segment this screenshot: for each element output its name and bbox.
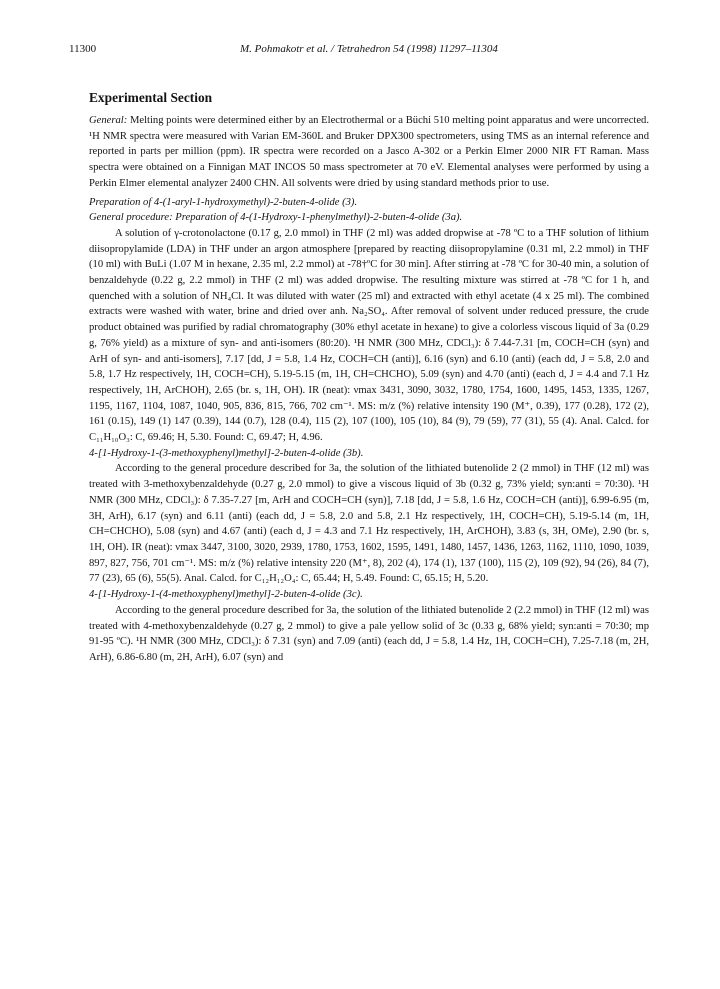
subheading-general-procedure: General procedure: Preparation of 4-(1-Hydroxy-1-phenylmethyl)-2-buten-4-olide (3a). — [89, 212, 463, 224]
paragraph-3c: According to the general procedure described for 3a, the solution of the lithiated butenolide 2 (2.2 mmol) in THF (12 ml) was treated with 4-methoxybenzaldehyde (0.27 g, 2 mmol) to give a pale yellow solid of 3c (0.33 g, 68% yield; syn:anti = 70:30; mp 91-95 ºC). ¹H NMR (300 MHz, CDCl₃): δ 7.31 (syn) and 7.09 (anti) (each dd, J = 5.8, 1.4 Hz, 1H, COCH=CH), 7.25-7.18 (m, 2H, ArH), 6.86-6.80 (m, 2H, ArH), 6.07 (syn) and — [89, 604, 649, 663]
page-number: 11300 — [69, 43, 97, 55]
section-title: Experimental Section — [89, 90, 213, 105]
subheading-3b: 4-[1-Hydroxy-1-(3-methoxyphenyl)methyl]-2-buten-4-olide (3b). — [89, 447, 364, 459]
general-text: Melting points were determined either by an Electrothermal or a Büchi 510 melting point apparatus and were uncorrected. ¹H NMR spectra were measured with Varian EM-360L and Bruker DPX300 spectrometers, using TMS as an internal reference and reported in parts per million (ppm). IR spectra were recorded on a Jasco A-302 or a Perkin Elmer 2000 NIR FT Raman. Mass spectra were obtained on a Finnigan MAT INCOS 50 mass spectrometer at 70 eV. Elemental analyses were performed by using a Perkin Elmer elemental analyzer 2400 CHN. All solvents were dried by using standard methods prior to use. — [89, 115, 649, 189]
running-head: M. Pohmakotr et al. / Tetrahedron 54 (1998) 11297–11304 — [240, 43, 498, 55]
paragraph-3b: According to the general procedure described for 3a, the solution of the lithiated butenolide 2 (2 mmol) in THF (12 ml) was treated with 3-methoxybenzaldehyde (0.27 g, 2.0 mmol) to give a viscous liquid of 3b (0.32 g, 73% yield; syn:anti = 70:30). ¹H NMR (300 MHz, CDCl₃): δ 7.35-7.27 [m, ArH and COCH=CH (syn)], 7.18 [dd, J = 5.8, 1.6 Hz, COCH=CH (anti)], 6.99-6.95 (m, 3H, ArH), 6.17 (syn) and 6.11 (anti) (each dd, J = 5.8, 2.0 and 5.8, 2.1 Hz respectively, 1H, COCH=CH), 5.19-5.14 (m, 1H, CH=CHCHO), 5.08 (syn) and 4.67 (anti) (each d, J = 4.3 and 7.1 Hz respectively, 1H, ArCHOH), 3.83 (s, 3H, OMe), 2.90 (br. s, 1H, OH). IR (neat): νmax 3447, 3100, 3020, 2939, 1780, 1753, 1602, 1595, 1491, 1480, 1457, 1436, 1263, 1162, 1110, 1090, 1039, 897, 827, 756, 701 cm⁻¹. MS: m/z (%) relative intensity 220 (M⁺, 8), 202 (4), 174 (1), 137 (100), 115 (2), 109 (92), 94 (26), 84 (7), 77 (23), 65 (6), 55(5). Anal. Calcd. for C₁₂H₁₂O₄: C, 65.44; H, 5.49. Found: C, 65.15; H, 5.20. — [89, 463, 649, 585]
article-body — [89, 90, 649, 666]
paragraph-3a: A solution of γ-crotonolactone (0.17 g, 2.0 mmol) in THF (2 ml) was added dropwise at -78 ºC to a THF solution of lithium diisopropylamide (LDA) in THF under an argon atmosphere [prepared by reacting diisopropylamine (0.31 ml, 2.2 mmol) in THF (10 ml) with BuLi (1.07 M in hexane, 2.35 ml, 2.2 mmol) at -78†ºC for 30 min]. After stirring at -78 ºC for 30-40 min, a solution of benzaldehyde (0.22 g, 2.2 mmol) in THF (2 ml) was added dropwise. The resulting mixture was stirred at -78 ºC for 1 h, and quenched with a solution of NH₄Cl. It was diluted with water (25 ml) and extracted with ethyl acetate (4 x 25 ml). The combined extracts were washed with water, brine and dried over anh. Na₂SO₄. After removal of solvent under reduced pressure, the crude product obtained was purified by radial chromatography (30% ethyl acetate in hexane) to give a colorless viscous liquid of 3a (0.29 g, 76% yield) as a mixture of syn- and anti-isomers (80:20). ¹H NMR (300 MHz, CDCl₃): δ 7.44-7.31 [m, COCH=CH (syn) and ArH of syn- and anti-isomers], 7.17 [dd, J = 5.8, 1.4 Hz, COCH=CH (anti)], 6.16 (syn) and 6.10 (anti) (each dd, J = 5.8, 2.0 and 5.8, 1.7 Hz respectively, 1H, COCH=CH), 5.19-5.15 (m, 1H, CH=CHCHO), 5.09 (syn) and 4.70 (anti) (each d, J = 4.4 and 7.1 Hz respectively, 1H, ArCHOH), 2.65 (br. s, 1H, OH). IR (neat): νmax 3431, 3090, 3032, 1780, 1754, 1600, 1495, 1453, 1335, 1267, 1195, 1167, 1104, 1087, 1040, 905, 836, 815, 766, 702 cm⁻¹. MS: m/z (%) relative intensity 190 (M⁺, 0.39), 177 (0.28), 172 (2), 161 (0.15), 149 (1) 147 (0.39), 144 (0.7), 128 (0.4), 115 (2), 107 (100), 105 (10), 84 (9), 79 (59), 77 (31), 55 (4). Anal. Calcd. for C₁₁H₁₀O₃: C, 69.46; H, 5.30. Found: C, 69.47; H, 4.96. — [89, 227, 649, 444]
general-label: General: — [89, 115, 128, 126]
subheading-preparation: Preparation of 4-(1-aryl-1-hydroxymethyl)-2-buten-4-olide (3). — [89, 196, 358, 208]
general-paragraph — [89, 113, 649, 192]
subheading-3c: 4-[1-Hydroxy-1-(4-methoxyphenyl)methyl]-2-buten-4-olide (3c). — [89, 589, 363, 601]
